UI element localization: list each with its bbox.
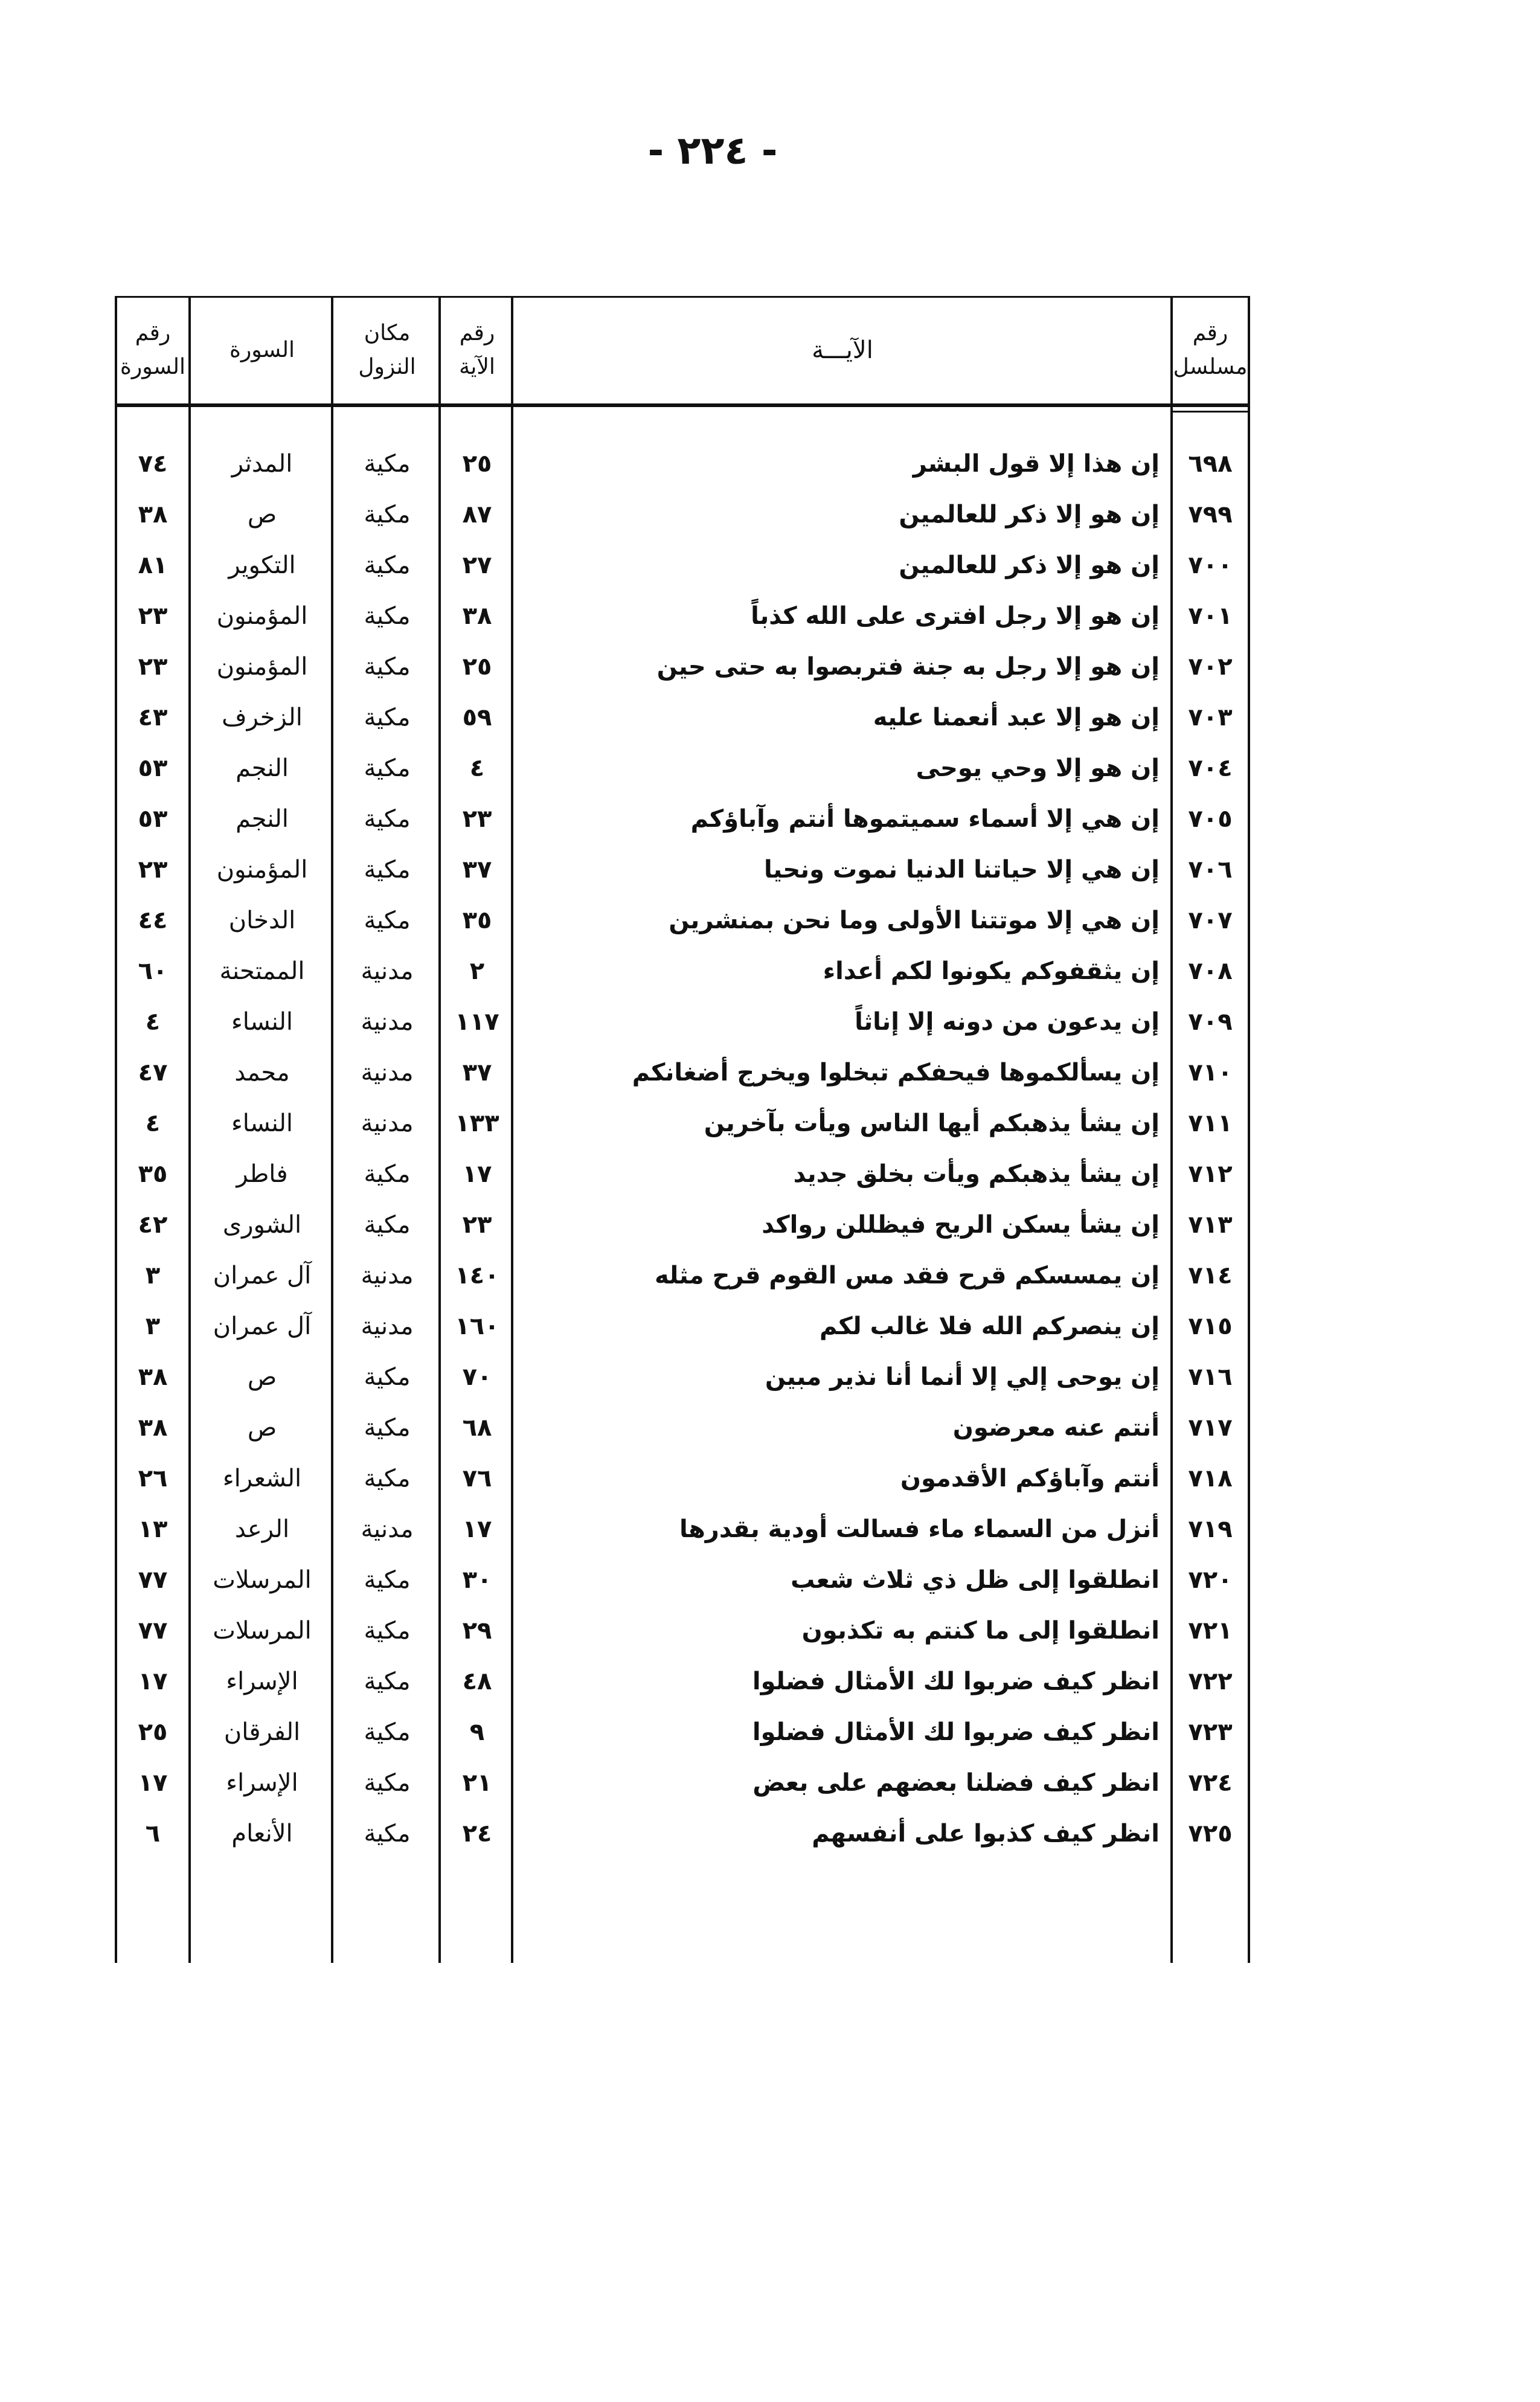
surah-name: ص	[247, 1414, 277, 1442]
ayah-number: ٢٥	[462, 653, 492, 681]
revelation-place: مكية	[364, 1363, 411, 1391]
ayah-number: ٣٧	[462, 856, 492, 884]
serial-number: ٧٠٣	[1188, 704, 1233, 731]
ayah-number: ١١٧	[455, 1008, 499, 1036]
surah-name: النساء	[231, 1008, 294, 1036]
surah-name: الممتحنة	[219, 957, 305, 985]
surah-number: ٤٤	[138, 907, 168, 934]
surah-number: ٢٥	[138, 1718, 168, 1746]
surah-number: ٦٠	[138, 957, 168, 985]
revelation-place: مكية	[364, 1566, 411, 1594]
revelation-place: مكية	[364, 1465, 411, 1492]
header-serial-number	[1173, 296, 1248, 405]
serial-number: ٧٠٠	[1188, 551, 1233, 579]
surah-name: محمد	[234, 1059, 290, 1087]
header-surah-number-line-2: السورة	[120, 355, 185, 379]
surah-number: ٣٨	[138, 1363, 168, 1391]
revelation-place: مدنية	[361, 1262, 414, 1289]
surah-name: المؤمنون	[216, 653, 308, 681]
surah-name: المؤمنون	[216, 602, 308, 630]
surah-name: المؤمنون	[216, 856, 308, 884]
surah-name: الفرقان	[223, 1718, 301, 1746]
serial-number: ٧١٢	[1188, 1160, 1233, 1188]
revelation-place: مكية	[364, 1718, 411, 1746]
verse-text: إن هي إلا موتتنا الأولى وما نحن بمنشرين	[669, 907, 1160, 934]
header-ayah-line-1: رقم	[459, 321, 495, 345]
surah-name: المرسلات	[213, 1566, 312, 1594]
table-row	[115, 489, 1250, 540]
ayah-number: ٩	[469, 1718, 485, 1746]
serial-number: ٧٩٩	[1188, 501, 1233, 528]
serial-sub-rule	[1172, 411, 1250, 413]
header-surah-label: السورة	[229, 338, 295, 362]
surah-name: الدخان	[228, 907, 296, 934]
ayah-number: ٣٥	[462, 907, 492, 934]
verse-text: انطلقوا إلى ظل ذي ثلاث شعب	[791, 1566, 1160, 1594]
ayah-number: ٢٤	[462, 1820, 492, 1848]
ayah-number: ٨٧	[462, 501, 492, 528]
surah-number: ٣٥	[138, 1160, 168, 1188]
surah-name: النجم	[236, 754, 289, 782]
verse-text: إن يمسسكم قرح فقد مس القوم قرح مثله	[655, 1262, 1160, 1289]
verse-index-table	[115, 296, 1250, 1963]
revelation-place: مكية	[364, 1668, 411, 1695]
revelation-place: مكية	[364, 450, 411, 478]
serial-number: ٧٢١	[1188, 1617, 1233, 1645]
verse-text: انظر كيف كذبوا على أنفسهم	[812, 1820, 1160, 1848]
revelation-place: مكية	[364, 653, 411, 681]
surah-number: ٤٣	[138, 704, 168, 731]
ayah-number: ٢	[469, 957, 485, 985]
table-row	[115, 1605, 1250, 1656]
table-row	[115, 1250, 1250, 1301]
serial-number: ٧١٣	[1188, 1211, 1233, 1239]
surah-number: ٧٧	[138, 1617, 168, 1645]
surah-number: ١٧	[138, 1769, 168, 1797]
revelation-place: مدنية	[361, 1008, 414, 1036]
verse-text: إن هو إلا رجل به جنة فتربصوا به حتى حين	[656, 653, 1160, 681]
verse-text: انظر كيف ضربوا لك الأمثال فضلوا	[752, 1718, 1160, 1746]
verse-text: إن هي إلا أسماء سميتموها أنتم وآباؤكم	[690, 805, 1160, 833]
verse-text: إن هي إلا حياتنا الدنيا نموت ونحيا	[763, 856, 1160, 884]
surah-name: النساء	[231, 1109, 294, 1137]
surah-number: ٤	[145, 1008, 161, 1036]
verse-text: إن يدعون من دونه إلا إناثاً	[855, 1008, 1160, 1036]
serial-number: ٧٠٤	[1188, 754, 1233, 782]
surah-number: ٣٨	[138, 1414, 168, 1442]
surah-name: ص	[247, 1363, 277, 1391]
verse-text: إن هو إلا عبد أنعمنا عليه	[873, 704, 1160, 731]
table-row	[115, 1504, 1250, 1555]
serial-number: ٧٠٥	[1188, 805, 1233, 833]
revelation-place: مكية	[364, 856, 411, 884]
serial-number: ٧١٩	[1188, 1515, 1233, 1543]
ayah-number: ٣٨	[462, 602, 492, 630]
ayah-number: ٢٧	[462, 551, 492, 579]
verse-text: إن يسألكموها فيحفكم تبخلوا ويخرج أضغانكم	[632, 1059, 1160, 1087]
header-ayah-line-2: الآية	[459, 355, 495, 379]
ayah-number: ٥٩	[462, 704, 492, 731]
ayah-number: ٢٣	[462, 805, 492, 833]
header-verse	[513, 296, 1172, 405]
table-row	[115, 946, 1250, 997]
serial-number: ٧٢٣	[1188, 1718, 1233, 1746]
table-row	[115, 1453, 1250, 1504]
surah-number: ٨١	[138, 551, 168, 579]
revelation-place: مكية	[364, 907, 411, 934]
surah-number: ٧٤	[138, 450, 168, 478]
revelation-place: مكية	[364, 805, 411, 833]
surah-number: ٥٣	[138, 754, 168, 782]
revelation-place: مكية	[364, 501, 411, 528]
surah-number: ١٧	[138, 1668, 168, 1695]
surah-name: آل عمران	[213, 1262, 312, 1289]
surah-number: ٣٨	[138, 501, 168, 528]
table-row	[115, 844, 1250, 895]
surah-name: الأنعام	[231, 1820, 293, 1848]
table-row	[115, 997, 1250, 1047]
verse-text: أنزل من السماء ماء فسالت أودية بقدرها	[679, 1515, 1160, 1543]
verse-text: أنتم عنه معرضون	[952, 1414, 1160, 1442]
serial-number: ٧٠١	[1188, 602, 1233, 630]
revelation-place: مكية	[364, 1414, 411, 1442]
serial-number: ٧١٨	[1188, 1465, 1233, 1492]
table-row	[115, 1352, 1250, 1402]
serial-number: ٧٢٢	[1188, 1668, 1233, 1695]
verse-text: انظر كيف فضلنا بعضهم على بعض	[752, 1769, 1160, 1797]
header-revelation-place	[333, 296, 441, 405]
ayah-number: ١٦٠	[455, 1312, 499, 1340]
revelation-place: مكية	[364, 1211, 411, 1239]
ayah-number: ١٣٣	[455, 1109, 499, 1137]
surah-name: المرسلات	[213, 1617, 312, 1645]
revelation-place: مكية	[364, 1769, 411, 1797]
header-ayah-number	[441, 296, 513, 405]
serial-number: ٧٠٩	[1188, 1008, 1233, 1036]
header-surah	[191, 296, 333, 405]
surah-name: الإسراء	[226, 1769, 298, 1797]
serial-number: ٧٠٧	[1188, 907, 1233, 934]
revelation-place: مكية	[364, 704, 411, 731]
table-row	[115, 1808, 1250, 1859]
surah-number: ٤	[145, 1109, 161, 1137]
surah-name: آل عمران	[213, 1312, 312, 1340]
surah-number: ٤٧	[138, 1059, 168, 1087]
ayah-number: ١٧	[462, 1160, 492, 1188]
verse-text: إن هذا إلا قول البشر	[913, 450, 1160, 478]
surah-number: ٢٦	[138, 1465, 168, 1492]
verse-text: إن هو إلا ذكر للعالمين	[899, 501, 1160, 528]
header-place-line-2: النزول	[358, 355, 416, 379]
serial-number: ٧١٤	[1188, 1262, 1233, 1289]
surah-name: الرعد	[234, 1515, 290, 1543]
ayah-number: ٦٨	[462, 1414, 492, 1442]
table-row	[115, 1098, 1250, 1149]
serial-number: ٧١١	[1188, 1109, 1233, 1137]
revelation-place: مدنية	[361, 1515, 414, 1543]
ayah-number: ٢٩	[462, 1617, 492, 1645]
verse-text: إن هو إلا رجل افترى على الله كذباً	[751, 602, 1160, 630]
revelation-place: مكية	[364, 551, 411, 579]
serial-number: ٧٠٢	[1188, 653, 1233, 681]
revelation-place: مدنية	[361, 1109, 414, 1137]
surah-number: ٦	[145, 1820, 161, 1848]
surah-number: ٥٣	[138, 805, 168, 833]
header-serial-line-2: مسلسل	[1173, 355, 1248, 379]
serial-number: ٦٩٨	[1188, 450, 1233, 478]
table-row	[115, 1656, 1250, 1707]
revelation-place: مدنية	[361, 1059, 414, 1087]
ayah-number: ٤٨	[462, 1668, 492, 1695]
ayah-number: ١٧	[462, 1515, 492, 1543]
surah-name: الإسراء	[226, 1668, 298, 1695]
surah-number: ٢٣	[138, 653, 168, 681]
surah-number: ١٣	[138, 1515, 168, 1543]
serial-number: ٧٢٥	[1188, 1820, 1233, 1848]
revelation-place: مدنية	[361, 1312, 414, 1340]
revelation-place: مكية	[364, 602, 411, 630]
ayah-number: ٧٦	[462, 1465, 492, 1492]
serial-number: ٧١٦	[1188, 1363, 1233, 1391]
serial-number: ٧١٠	[1188, 1059, 1233, 1087]
revelation-place: مكية	[364, 754, 411, 782]
ayah-number: ٤	[469, 754, 485, 782]
ayah-number: ١٤٠	[455, 1262, 499, 1289]
table-row	[115, 1707, 1250, 1758]
page-number: - ٢٢٤ -	[647, 129, 778, 173]
revelation-place: مكية	[364, 1617, 411, 1645]
revelation-place: مدنية	[361, 957, 414, 985]
surah-number: ٧٧	[138, 1566, 168, 1594]
revelation-place: مكية	[364, 1820, 411, 1848]
verse-text: إن يثقفوكم يكونوا لكم أعداء	[823, 957, 1160, 985]
table-row	[115, 692, 1250, 743]
surah-name: الشعراء	[222, 1465, 302, 1492]
verse-text: انظر كيف ضربوا لك الأمثال فضلوا	[752, 1668, 1160, 1695]
table-row	[115, 1199, 1250, 1250]
table-row	[115, 1047, 1250, 1098]
verse-text: أنتم وآباؤكم الأقدمون	[900, 1465, 1160, 1492]
surah-name: المدثر	[231, 450, 293, 478]
header-surah-number-line-1: رقم	[135, 321, 171, 345]
verse-text: إن يوحى إلي إلا أنما أنا نذير مبين	[765, 1363, 1160, 1391]
surah-number: ٣	[145, 1312, 161, 1340]
header-rule	[115, 403, 1250, 407]
verse-text: إن يشأ يسكن الريح فيظللن رواكد	[762, 1211, 1160, 1239]
header-place-line-1: مكان	[364, 321, 411, 345]
table-row	[115, 794, 1250, 844]
table-row	[115, 743, 1250, 794]
ayah-number: ٣٧	[462, 1059, 492, 1087]
surah-name: الزخرف	[222, 704, 303, 731]
table-row	[115, 1555, 1250, 1605]
surah-name: التكوير	[228, 551, 296, 579]
serial-number: ٧٢٤	[1188, 1769, 1233, 1797]
surah-name: فاطر	[236, 1160, 288, 1188]
table-row	[115, 438, 1250, 489]
header-serial-line-1: رقم	[1192, 321, 1228, 345]
table-row	[115, 591, 1250, 641]
table-row	[115, 895, 1250, 946]
verse-text: إن ينصركم الله فلا غالب لكم	[820, 1312, 1160, 1340]
header-surah-number	[117, 296, 188, 405]
surah-number: ٢٣	[138, 602, 168, 630]
serial-number: ٧١٧	[1188, 1414, 1233, 1442]
serial-number: ٧٠٦	[1188, 856, 1233, 884]
table-row	[115, 1149, 1250, 1199]
table-row	[115, 1301, 1250, 1352]
header-verse-label: الآيـــة	[812, 336, 873, 364]
ayah-number: ٢١	[462, 1769, 492, 1797]
surah-number: ٤٢	[138, 1211, 168, 1239]
verse-text: إن هو إلا ذكر للعالمين	[899, 551, 1160, 579]
serial-number: ٧٠٨	[1188, 957, 1233, 985]
surah-name: النجم	[236, 805, 289, 833]
verse-text: إن يشأ يذهبكم أيها الناس ويأت بآخرين	[704, 1109, 1160, 1137]
surah-number: ٣	[145, 1262, 161, 1289]
verse-text: إن يشأ يذهبكم ويأت بخلق جديد	[793, 1160, 1160, 1188]
revelation-place: مكية	[364, 1160, 411, 1188]
table-row	[115, 641, 1250, 692]
surah-name: الشورى	[222, 1211, 302, 1239]
surah-name: ص	[247, 501, 277, 528]
serial-number: ٧١٥	[1188, 1312, 1233, 1340]
ayah-number: ٣٠	[462, 1566, 492, 1594]
surah-number: ٢٣	[138, 856, 168, 884]
table-row	[115, 1402, 1250, 1453]
ayah-number: ٢٣	[462, 1211, 492, 1239]
ayah-number: ٢٥	[462, 450, 492, 478]
verse-text: انطلقوا إلى ما كنتم به تكذبون	[801, 1617, 1160, 1645]
serial-number: ٧٢٠	[1188, 1566, 1233, 1594]
verse-text: إن هو إلا وحي يوحى	[916, 754, 1160, 782]
ayah-number: ٧٠	[462, 1363, 492, 1391]
table-row	[115, 1758, 1250, 1808]
table-row	[115, 540, 1250, 591]
